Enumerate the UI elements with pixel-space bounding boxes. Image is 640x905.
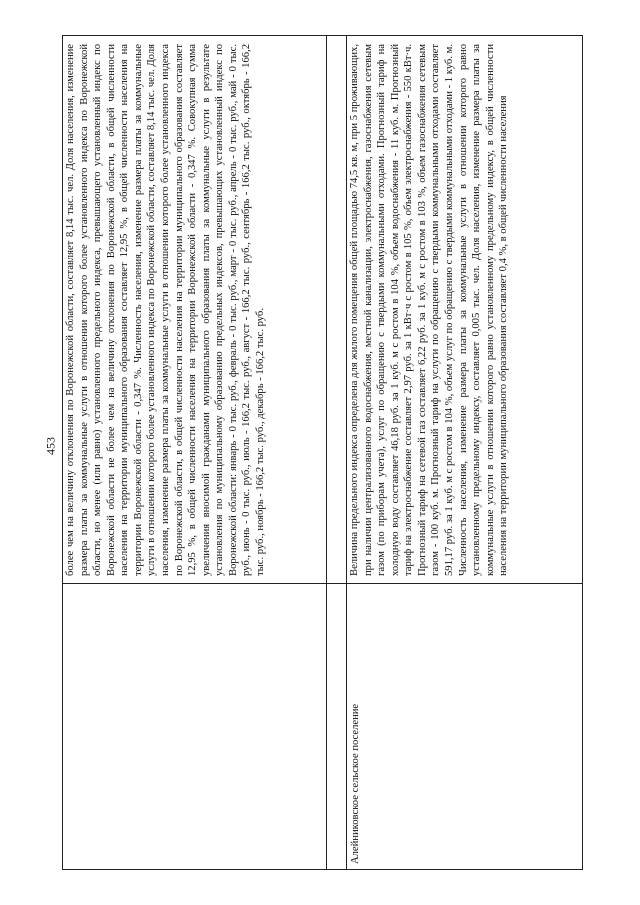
row-divider: [326, 35, 327, 870]
row1-label-cell: [62, 584, 326, 870]
page-number: 453: [43, 437, 58, 455]
row1-text: более чем на величину отклонения по Воронежской области, составляет 8,14 тыс. чел. Доля населения, изменение размера платы за коммунальные услуги в отношении которого более установленного индекса по Воронежской области, но менее (или равно) установленного предельного индекса, превышающего установленный индекс по Воронежской области не более чем на величину отклонения по Воронежской области, в общей численности населения на территории муниципального образования составляет 12,95 %, в общей численности населения на территории Воронежской области - 0,347 %. Численность населения, изменение размера платы за коммунальные услуги в отношении которого более установленного индекса по Воронежской области, составляет 8,14 тыс. чел. Доля населения, изменение размера платы за коммунальные услуги в отношении которого более установленного индекса по Воронежской области, в общей численности населения на территории муниципального образования составляет 12,95 %, в общей численности населения на территории Воронежской области - 0,347 %. Совокупная сумма увеличения вносимой гражданами муниципального образования платы за коммунальные услуги в результате установления по муниципальному образованию предельных индексов, превышающих установленный индекс по Воронежской области: январь - 0 тыс. руб., февраль - 0 тыс. руб., март - 0 тыс. руб., апрель - 0 тыс. руб., май - 0 тыс. руб., июнь - 0 тыс. руб., июль - 166,2 тыс. руб., август - 166,2 тыс. руб., сентябрь - 166,2 тыс. руб., октябрь - 166,2 тыс. руб., ноябрь - 166,2 тыс. руб., декабрь - 166,2 тыс. руб.: [65, 44, 266, 576]
document-table: [62, 35, 582, 870]
row1-text-cell: [62, 36, 326, 584]
table-bottom-border: [582, 35, 583, 870]
settlement-name: Алейниковское сельское поселение: [350, 703, 361, 864]
row2-text-cell: [346, 36, 582, 584]
rotated-page: [62, 35, 582, 870]
row2-label-cell: [346, 584, 582, 870]
row2-text: Величина предельного индекса определена для жилого помещения общей площадью 74,5 кв. м, при 5 проживающих, при наличии централизованного водоснабжения, местной канализации, электроснабжения, газоснабжения сетевым газом (по приборам учета), услуг по обращению с твердыми коммунальными отходами. Прогнозный тариф на холодную воду составляет 46,18 руб. за 1 куб. м с ростом в 104 %, объем водоснабжения - 11 куб. м. Прогнозный тариф на электроснабжение составляет 2,97 руб. за 1 кВт·ч с ростом в 105 %, объем электроснабжения - 550 кВт·ч. Прогнозный тариф на сетевой газ составляет 6,22 руб. за 1 куб. м с ростом в 103 %, объем газоснабжения сетевым газом - 100 куб. м. Прогнозный тариф на услуги по обращению с твердыми коммунальными отходами составляет 591,17 руб. за 1 куб. м с ростом в 104 %, объем услуг по обращению с твердыми коммунальными отходами - 1 куб. м. Численность населения, изменение размера платы за коммунальные услуги в отношении которого равно установленному предельному индексу, составляет 0,005 тыс. чел. Доля населения, изменение размера платы за коммунальные услуги в отношении которого равно установленному предельному индексу, в общей численности населения на территории муниципального образования составляет 0,4 %, в общей численности населения: [349, 44, 510, 576]
